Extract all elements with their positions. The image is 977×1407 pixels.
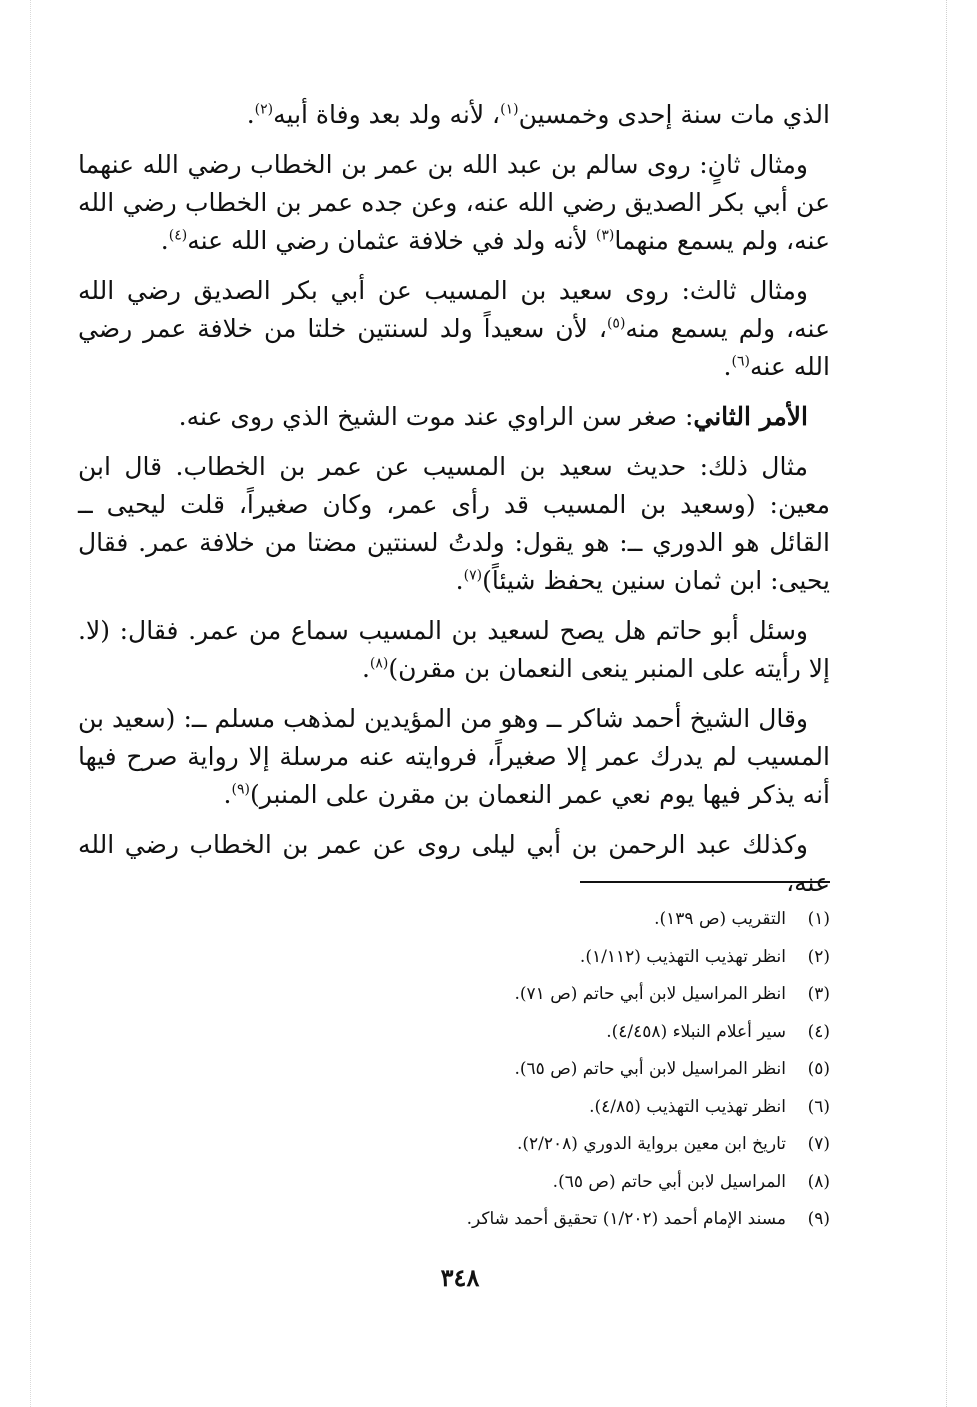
text-run: وقال الشيخ أحمد شاكر ــ وهو من المؤيدين لمذهب مسلم ــ: (سعيد بن المسيب لم يدرك عمر إلا صغيراً، فروايته عنه مرسلة إلا رواية صرح فيها أنه يذكر فيها يوم نعي عمر النعمان بن مقرن على المنبر) [78, 704, 830, 809]
paragraph [78, 146, 830, 260]
footnote-number: (٩) [807, 1209, 830, 1229]
paragraph [78, 612, 830, 688]
text-run: لأنه ولد في خلافة عثمان رضي الله عنه [187, 226, 596, 255]
footnote-item [180, 1089, 830, 1127]
text-run: ، لأن سعيداً ولد لسنتين خلتا من خلافة عمر رضي الله عنه [78, 314, 830, 381]
paragraph [78, 700, 830, 814]
footnote-text: تاريخ ابن معين برواية الدوري (٢/٢٠٨). [516, 1134, 786, 1154]
text-run: ، لأنه ولد بعد وفاة أبيه [273, 100, 501, 129]
footnote-marker: (٦) [731, 353, 750, 370]
footnote-marker: (٥) [606, 315, 626, 332]
footnote-marker: (٩) [231, 781, 250, 798]
footnote-number: (٧) [807, 1134, 830, 1154]
footnote-number: (٢) [807, 946, 830, 967]
main-text [78, 96, 830, 914]
text-run: . [223, 780, 232, 809]
footnote-item [180, 939, 830, 977]
footnote-item [180, 1014, 830, 1052]
text-run: وكذلك عبد الرحمن بن أبي ليلى روى عن عمر بن الخطاب رضي الله عنه، [78, 830, 830, 897]
paragraph [78, 398, 830, 436]
footnote-number: (٤) [807, 1021, 830, 1042]
footnote-text: انظر تهذيب التهذيب (١/١١٢). [579, 946, 786, 967]
footnote-item [180, 1126, 830, 1164]
footnote-text: انظر تهذيب التهذيب (٤/٨٥). [589, 1096, 786, 1117]
text-run: مثال ذلك: حديث سعيد بن المسيب عن عمر بن الخطاب. قال ابن معين: (وسعيد بن المسيب قد رأى عمر، وكان صغيراً، قلت ليحيى ــ القائل هو الدوري ــ: هو يقول: ولدتُ لسنتين مضتا من خلافة عمر. فقال يحيى: ابن ثمان سنين يحفظ شيئاً) [78, 452, 830, 595]
footnote-marker: (٧) [463, 567, 483, 584]
scan-margin-line-right [946, 0, 947, 1407]
text-run: . [723, 352, 732, 381]
footnote-marker: (٨) [369, 655, 389, 672]
paragraph [78, 826, 830, 902]
footnote-item [180, 1164, 830, 1202]
footnote-separator [580, 881, 830, 883]
paragraph [78, 96, 830, 134]
page-number: ٣٤٨ [440, 1263, 480, 1292]
footnote-number: (٨) [807, 1171, 830, 1192]
footnotes-list [180, 901, 830, 1239]
text-run: الذي مات سنة إحدى وخمسين [518, 100, 830, 129]
footnote-text: سير أعلام النبلاء (٤/٤٥٨). [606, 1021, 786, 1042]
text-run: . [246, 100, 255, 129]
scan-margin-line-left [30, 0, 31, 1407]
paragraph [78, 448, 830, 600]
text-run: ومثال ثالث: روى سعيد بن المسيب عن أبي بكر الصديق رضي الله عنه، ولم يسمع منه [78, 276, 830, 343]
footnote-text: التقريب (ص ١٣٩). [654, 909, 786, 929]
text-run: . [160, 226, 169, 255]
footnote-marker: (٤) [168, 227, 188, 244]
footnote-item [180, 976, 830, 1014]
footnote-text: المراسيل لابن أبي حاتم (ص ٦٥). [552, 1171, 786, 1192]
text-run: : صغر سن الراوي عند موت الشيخ الذي روى عنه. [178, 402, 694, 431]
footnote-item [180, 901, 830, 939]
footnote-item [180, 1201, 830, 1239]
bold-heading: الأمر الثاني [693, 402, 808, 431]
footnote-text: مسند الإمام أحمد (١/٢٠٢) تحقيق أحمد شاكر. [466, 1209, 786, 1229]
footnote-text: انظر المراسيل لابن أبي حاتم (ص ٧١). [514, 984, 786, 1004]
paragraph [78, 272, 830, 386]
footnote-number: (١) [807, 909, 830, 929]
text-run: . [361, 654, 370, 683]
footnote-marker: (٢) [254, 101, 274, 118]
text-run: ومثال ثانٍ: روى سالم بن عبد الله بن عمر بن الخطاب رضي الله عنهما عن أبي بكر الصديق رضي الله عنه، وعن جده عمر بن الخطاب رضي الله عنه، ولم يسمع منهما [78, 150, 830, 255]
text-run: . [455, 566, 464, 595]
footnote-marker: (٣) [595, 227, 615, 244]
footnote-number: (٦) [807, 1096, 830, 1117]
footnote-number: (٣) [807, 984, 830, 1004]
footnote-text: انظر المراسيل لابن أبي حاتم (ص ٦٥). [514, 1059, 786, 1079]
footnote-item [180, 1051, 830, 1089]
footnote-number: (٥) [807, 1059, 830, 1079]
text-run: وسئل أبو حاتم هل يصح لسعيد بن المسيب سماع من عمر. فقال: (لا. إلا رأيته على المنبر ينعى النعمان بن مقرن) [78, 616, 830, 683]
footnote-marker: (١) [500, 101, 519, 118]
